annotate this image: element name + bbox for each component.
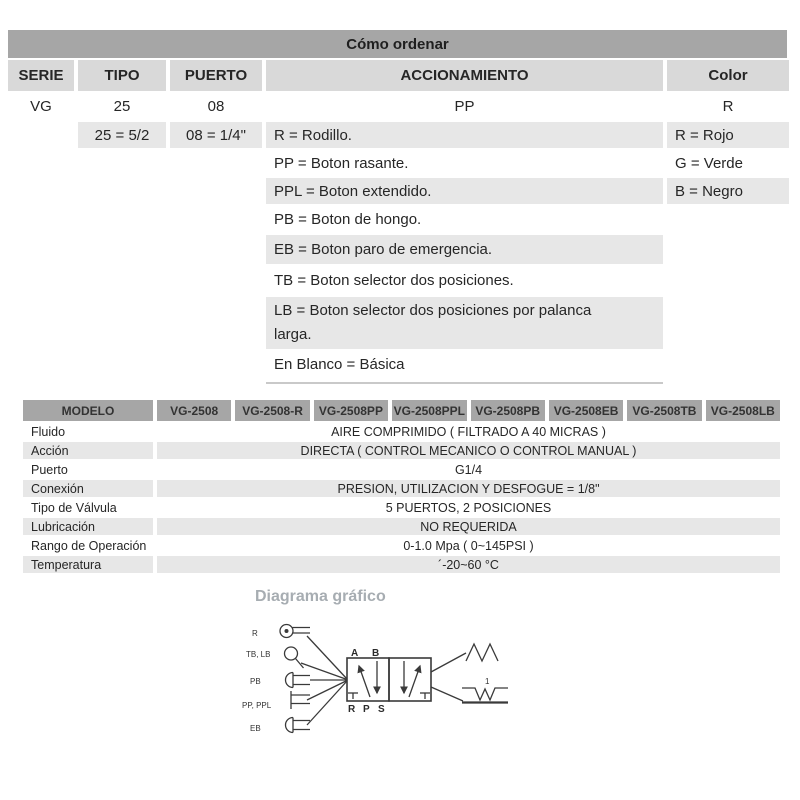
spec-row: [23, 480, 780, 497]
model-name: VG-2508TB: [627, 400, 701, 421]
model-name: VG-2508LB: [706, 400, 780, 421]
color-option: B = Negro: [667, 178, 789, 204]
spec-table: [23, 400, 780, 573]
spacer-cell: [667, 235, 789, 264]
spec-value: DIRECTA ( CONTROL MECANICO O CONTROL MANUAL ): [157, 442, 780, 459]
color-option: G = Verde: [675, 154, 743, 172]
accionamiento-option: PP = Boton rasante.: [274, 154, 409, 172]
spec-row: [23, 518, 780, 535]
spacer-cell: [8, 297, 74, 349]
order-option-row: [8, 297, 789, 349]
detent-icon: [431, 687, 508, 703]
roller-actuator-icon: [280, 625, 310, 638]
spacer-cell: [8, 235, 74, 264]
actuator-label-mushroom: PB: [250, 677, 261, 686]
order-option-row: [8, 150, 789, 176]
actuator-label-pushbutton: PP, PPL: [242, 701, 272, 710]
order-option-row: [8, 266, 789, 295]
diagram-title: Diagrama gráfico: [255, 588, 386, 605]
spacer-cell: [170, 235, 262, 264]
order-code-row: [8, 93, 789, 120]
spacer-cell: [78, 235, 166, 264]
color-option: R = Rojo: [667, 122, 789, 148]
spec-value: AIRE COMPRIMIDO ( FILTRADO A 40 MICRAS ): [331, 424, 606, 439]
port-label-a: A: [351, 648, 359, 659]
spacer-cell: [8, 266, 74, 295]
spacer-cell: [667, 206, 789, 233]
col-header-serie: SERIE: [8, 60, 74, 91]
accionamiento-option: En Blanco = Básica: [274, 355, 405, 373]
spacer-cell: [78, 351, 166, 377]
actuator-label-selector: TB, LB: [246, 650, 271, 659]
spacer-cell: [78, 266, 166, 295]
model-name: VG-2508: [157, 400, 231, 421]
order-option-row: [8, 122, 789, 148]
spacer-cell: [170, 206, 262, 233]
actuator-label-emergency: EB: [250, 724, 261, 733]
order-option-row: [8, 235, 789, 264]
detent-position-label: 1: [485, 677, 490, 686]
spacer-cell: [170, 351, 262, 377]
spacer-cell: [170, 150, 262, 176]
spec-row: [23, 499, 780, 516]
col-header-tipo: TIPO: [78, 60, 166, 91]
port-label-s: S: [378, 704, 385, 715]
spec-label: Tipo de Válvula: [31, 500, 117, 515]
spec-row: [23, 423, 780, 440]
spec-value: NO REQUERIDA: [157, 518, 780, 535]
selector-actuator-icon: [285, 647, 304, 668]
spacer-cell: [8, 150, 74, 176]
spec-value: ´-20~60 °C: [157, 556, 780, 573]
accionamiento-option: PPL = Boton extendido.: [266, 178, 663, 204]
model-name: VG-2508EB: [549, 400, 623, 421]
spec-value: G1/4: [454, 462, 483, 477]
spec-label: Rango de Operación: [31, 538, 147, 553]
spec-row: [23, 556, 780, 573]
col-header-puerto: PUERTO: [170, 60, 262, 91]
spacer-cell: [170, 178, 262, 204]
spec-label: Fluido: [31, 424, 66, 439]
accionamiento-option: TB = Boton selector dos posiciones.: [274, 272, 514, 289]
puerto-note: 08 = 1/4": [170, 122, 262, 148]
spec-label: Puerto: [31, 462, 68, 477]
emergency-button-icon: [286, 718, 310, 733]
model-name: VG-2508PP: [314, 400, 388, 421]
spacer-cell: [78, 178, 166, 204]
accionamiento-option: PB = Boton de hongo.: [274, 211, 422, 228]
divider: [266, 382, 663, 384]
accionamiento-option: R = Rodillo.: [266, 122, 663, 148]
spacer-cell: [8, 206, 74, 233]
spacer-cell: [170, 266, 262, 295]
spec-value: PRESION, UTILIZACION Y DESFOGUE = 1/8": [157, 480, 780, 497]
spacer-cell: [8, 178, 74, 204]
spec-row: [23, 537, 780, 554]
order-table-header-row: [8, 60, 789, 91]
accionamiento-option: LB = Boton selector dos posiciones por palanca larga.: [266, 297, 663, 349]
code-puerto: 08: [207, 98, 225, 115]
order-table: [8, 30, 789, 384]
order-option-row: [8, 206, 789, 233]
spec-label: Acción: [23, 442, 153, 459]
actuator-label-roller: R: [252, 629, 258, 638]
spacer-cell: [170, 297, 262, 349]
model-name: VG-2508PPL: [392, 400, 466, 421]
actuator-connector-lines: [301, 636, 347, 725]
spacer-cell: [78, 150, 166, 176]
spec-label: Lubricación: [23, 518, 153, 535]
mushroom-button-icon: [286, 673, 310, 688]
code-tipo: 25: [113, 98, 131, 115]
model-name: VG-2508PB: [471, 400, 545, 421]
spacer-cell: [667, 266, 789, 295]
spacer-cell: [667, 297, 789, 349]
code-accionamiento: PP: [454, 98, 475, 115]
col-header-color: Color: [667, 60, 789, 91]
code-color: R: [722, 98, 734, 115]
valve-schematic-diagram: [236, 614, 536, 769]
order-table-title: Cómo ordenar: [8, 30, 787, 58]
order-option-row: [8, 351, 789, 377]
order-option-row: [8, 178, 789, 204]
port-label-b: B: [372, 648, 380, 659]
accionamiento-option: EB = Boton paro de emergencia.: [266, 235, 663, 264]
spec-value: 5 PUERTOS, 2 POSICIONES: [385, 500, 552, 515]
spec-value: 0-1.0 Mpa ( 0~145PSI ): [403, 538, 534, 553]
model-header: MODELO: [23, 400, 153, 421]
spec-label: Conexión: [23, 480, 153, 497]
spring-return-icon: [431, 644, 498, 672]
tipo-note: 25 = 5/2: [78, 122, 166, 148]
spec-label: Temperatura: [23, 556, 153, 573]
spacer-cell: [78, 297, 166, 349]
spacer-cell: [8, 122, 74, 148]
spec-row: [23, 442, 780, 459]
col-header-accionamiento: ACCIONAMIENTO: [266, 60, 663, 91]
port-label-r: R: [348, 704, 356, 715]
code-serie: VG: [30, 98, 52, 115]
spacer-cell: [78, 206, 166, 233]
spacer-cell: [8, 351, 74, 377]
spec-row: [23, 461, 780, 478]
valve-body: [347, 658, 431, 701]
port-label-p: P: [363, 704, 370, 715]
model-name: VG-2508-R: [235, 400, 309, 421]
spec-header-row: [23, 400, 780, 421]
spacer-cell: [667, 351, 789, 377]
